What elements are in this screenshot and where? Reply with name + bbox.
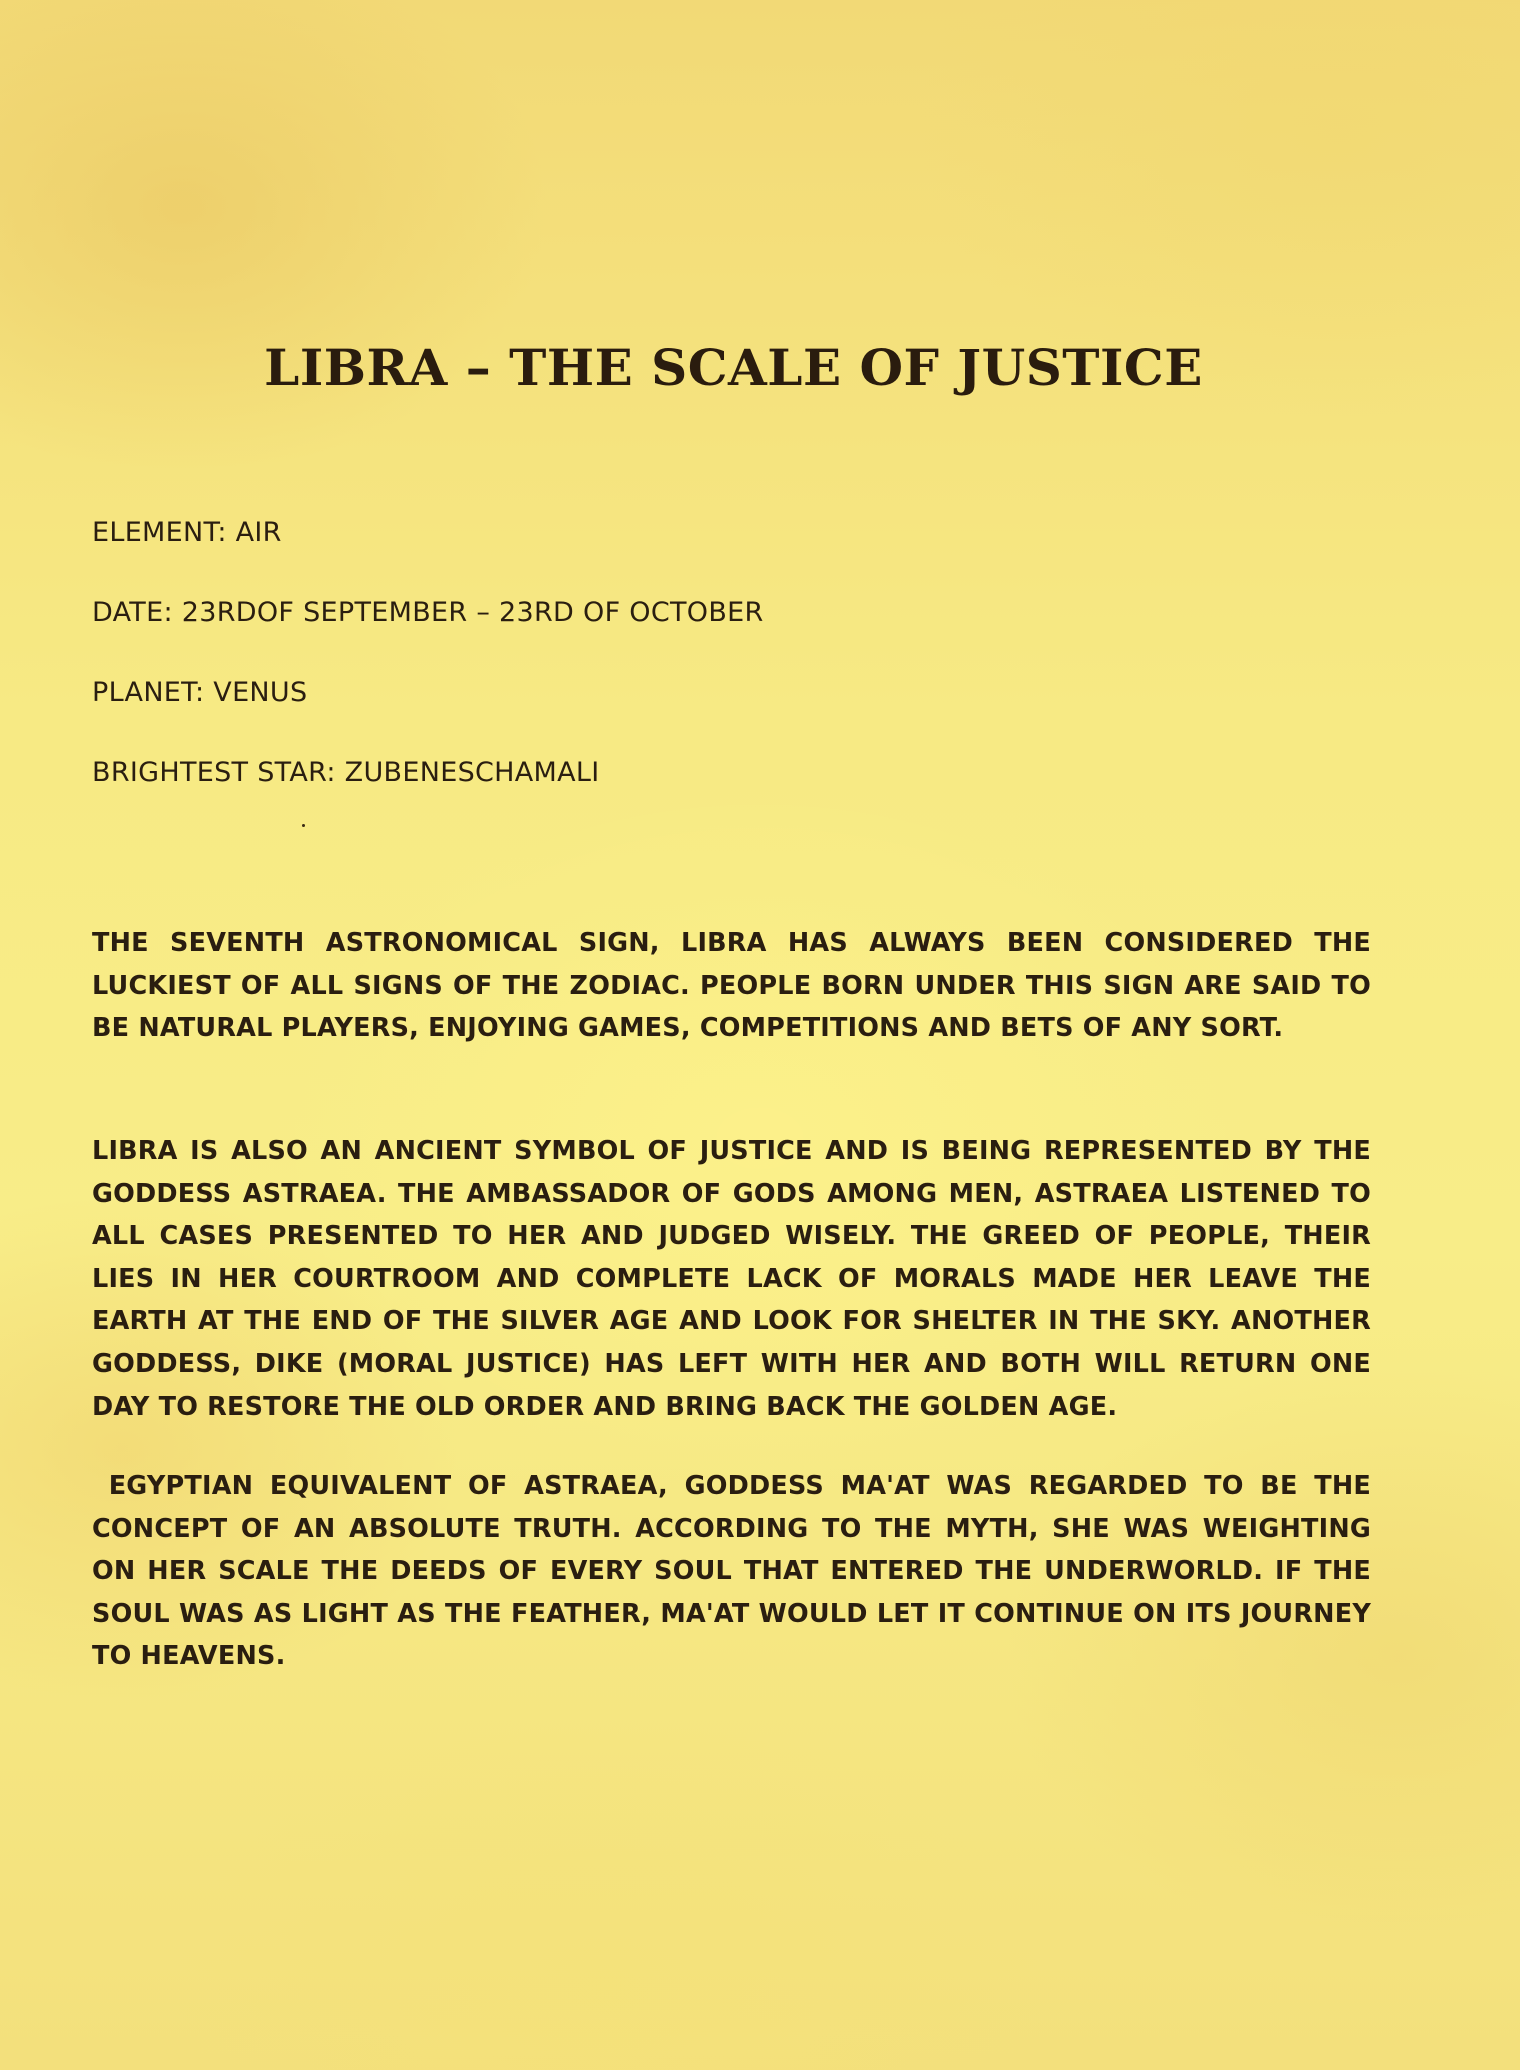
fact-label: BRIGHTEST STAR: (92, 757, 336, 788)
fact-value: 23RDOF SEPTEMBER – 23RD OF OCTOBER (181, 597, 764, 628)
fact-value: ZUBENESCHAMALI (344, 757, 600, 788)
paragraph-2: LIBRA IS ALSO AN ANCIENT SYMBOL OF JUSTICE AND IS BEING REPRESENTED BY THE GODDESS ASTRAEA. THE AMBASSADOR OF GODS AMONG MEN, ASTRAEA LISTENED TO ALL CASES PRESENTED TO HER AND JUDGED WISELY. THE GREED OF PEOPLE, THEIR LIES IN HER COURTROOM AND COMPLETE LACK OF MORALS MADE HER LEAVE THE EARTH AT THE END OF THE SILVER AGE AND LOOK FOR SHELTER IN THE SKY. ANOTHER GODDESS, DIKE (MORAL JUSTICE) HAS LEFT WITH HER AND BOTH WILL RETURN ONE DAY TO RESTORE THE OLD ORDER AND BRING BACK THE GOLDEN AGE. (92, 1136, 1371, 1422)
document-title: LIBRA – THE SCALE OF JUSTICE (264, 338, 1203, 397)
fact-date (92, 597, 764, 628)
fact-label: DATE: (92, 597, 173, 628)
fact-planet (92, 677, 307, 708)
fact-value: AIR (235, 517, 282, 548)
paragraph-3: EGYPTIAN EQUIVALENT OF ASTRAEA, GODDESS MA'AT WAS REGARDED TO BE THE CONCEPT OF AN ABSOLUTE TRUTH. ACCORDING TO THE MYTH, SHE WAS WEIGHTING ON HER SCALE THE DEEDS OF EVERY SOUL THAT ENTERED THE UNDERWORLD. IF THE SOUL WAS AS LIGHT AS THE FEATHER, MA'AT WOULD LET IT CONTINUE ON ITS JOURNEY TO HEAVENS. (92, 1471, 1381, 1672)
fact-label: ELEMENT: (92, 517, 227, 548)
paragraph-1: THE SEVENTH ASTRONOMICAL SIGN, LIBRA HAS ALWAYS BEEN CONSIDERED THE LUCKIEST OF ALL SIGNS OF THE ZODIAC. PEOPLE BORN UNDER THIS SIGN ARE SAID TO BE NATURAL PLAYERS, ENJOYING GAMES, COMPETITIONS AND BETS OF ANY SORT. (92, 928, 1371, 1044)
fact-label: PLANET: (92, 677, 205, 708)
fact-value: VENUS (213, 677, 308, 708)
fact-element (92, 517, 282, 548)
stray-dot (302, 824, 305, 827)
fact-brightest-star (92, 757, 600, 788)
